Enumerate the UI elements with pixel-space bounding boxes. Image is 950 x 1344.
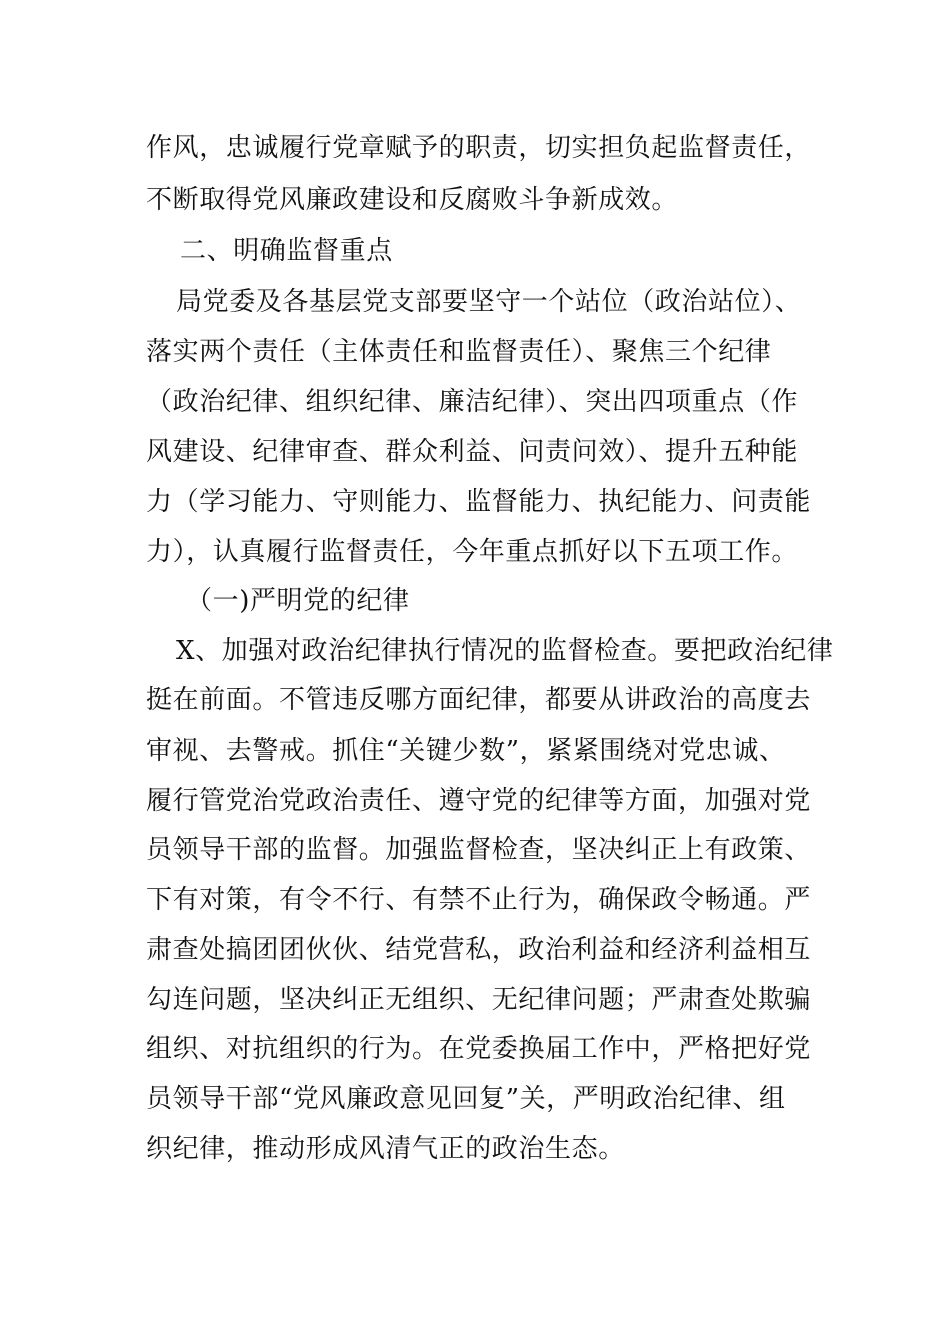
section-heading: 二、明确监督重点 (180, 236, 393, 266)
paragraph-line: X、加强对政治纪律执行情况的监督检查。要把政治纪律 (176, 636, 834, 666)
paragraph-line: 挺在前面。不管违反哪方面纪律，都要从讲政治的高度去 (146, 685, 812, 715)
paragraph-line: 落实两个责任（主体责任和监督责任）、聚焦三个纪律 (146, 337, 772, 367)
paragraph-line: 力），认真履行监督责任，今年重点抓好以下五项工作。 (146, 537, 799, 567)
paragraph-line: 力（学习能力、守则能力、监督能力、执纪能力、问责能 (146, 487, 812, 517)
paragraph-line: （政治纪律、组织纪律、廉洁纪律）、突出四项重点（作 (146, 387, 799, 417)
paragraph-line: 员领导干部“党风廉政意见回复”关，严明政治纪律、组 (146, 1084, 786, 1114)
paragraph-line: 组织、对抗组织的行为。在党委换届工作中，严格把好党 (146, 1034, 812, 1064)
subsection-heading: （一)严明党的纪律 (186, 586, 410, 616)
paragraph-line: 不断取得党风廉政建设和反腐败斗争新成效。 (146, 185, 679, 215)
paragraph-line: 审视、去警戒。抓住“关键少数”，紧紧围绕对党忠诚、 (146, 736, 786, 766)
paragraph-line: 局党委及各基层党支部要坚守一个站位（政治站位）、 (176, 287, 802, 317)
paragraph-line: 履行管党治党政治责任、遵守党的纪律等方面，加强对党 (146, 786, 812, 816)
paragraph-line: 风建设、纪律审查、群众利益、问责问效）、提升五种能 (146, 437, 799, 467)
paragraph-line: 员领导干部的监督。加强监督检查，坚决纠正上有政策、 (146, 835, 812, 865)
paragraph-line: 下有对策，有令不行、有禁不止行为，确保政令畅通。严 (146, 885, 812, 915)
paragraph-line: 织纪律，推动形成风清气正的政治生态。 (146, 1134, 625, 1164)
paragraph-line: 肃查处搞团团伙伙、结党营私，政治利益和经济利益相互 (146, 935, 812, 965)
paragraph-line: 勾连问题，坚决纠正无组织、无纪律问题；严肃查处欺骗 (146, 985, 812, 1015)
paragraph-line: 作风，忠诚履行党章赋予的职责，切实担负起监督责任， (146, 133, 812, 163)
